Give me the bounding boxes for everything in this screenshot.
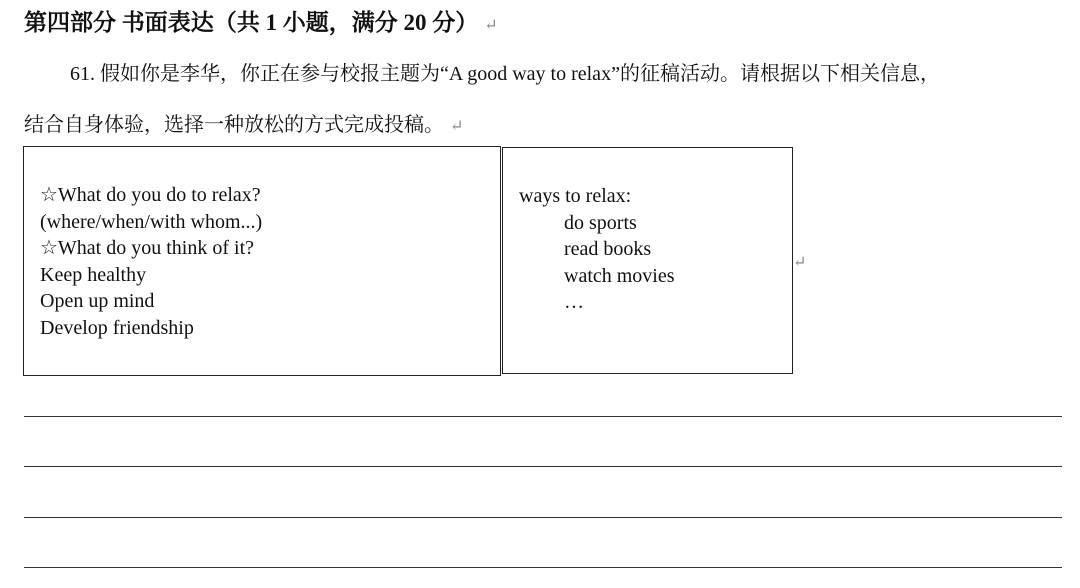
answer-line[interactable] — [24, 416, 1062, 417]
prompt-line: Open up mind — [40, 290, 155, 312]
prompt-line: Keep healthy — [40, 263, 147, 286]
prompt-line: (where/when/with whom...) — [40, 210, 263, 233]
ways-item: watch movies — [564, 264, 675, 287]
paragraph-mark-icon: ↵ — [484, 17, 498, 34]
answer-line[interactable] — [24, 567, 1062, 568]
prompt-line: Develop friendship — [40, 316, 194, 339]
prompt-line: ☆What do you do to relax? — [40, 184, 261, 206]
question-line-2 — [24, 108, 463, 137]
answer-line[interactable] — [24, 466, 1062, 467]
paragraph-mark-icon: ↵ — [450, 118, 464, 135]
prompt-box — [23, 146, 501, 376]
question-line-1: 61. 假如你是李华，你正在参与校报主题为“A good way to relax”的征稿活动。请根据以下相关信息， — [70, 63, 940, 85]
prompt-line: ☆What do you think of it? — [40, 237, 255, 259]
ways-item: … — [564, 291, 584, 313]
ways-item: do sports — [564, 211, 637, 234]
ways-list — [519, 183, 675, 316]
ways-item: read books — [564, 238, 652, 260]
section-heading — [24, 4, 498, 37]
section-title: 第四部分 书面表达（共 1 小题，满分 20 分） — [24, 10, 479, 35]
answer-line[interactable] — [24, 517, 1062, 518]
question-line-2-text: 结合自身体验，选择一种放松的方式完成投稿。 — [24, 114, 444, 136]
ways-box — [502, 147, 793, 374]
ways-heading: ways to relax: — [519, 185, 632, 207]
paragraph-mark-icon: ↵ — [793, 254, 807, 271]
prompt-list — [40, 182, 262, 341]
